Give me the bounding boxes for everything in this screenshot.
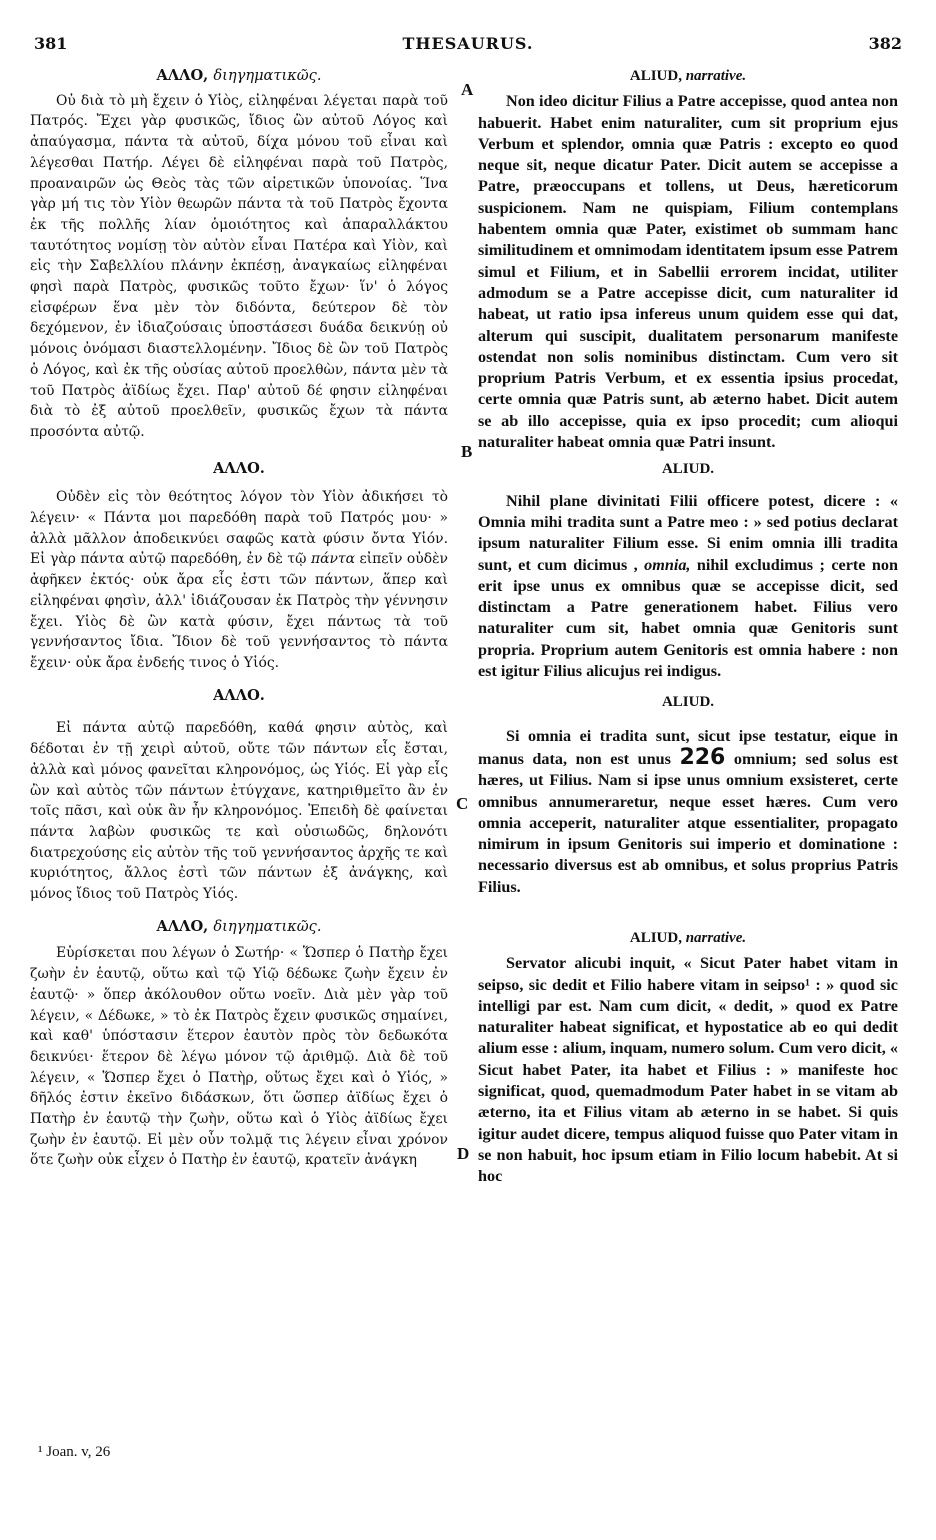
greek-heading: ΑΛΛΟ, xyxy=(156,917,209,935)
latin-paragraph: Servator alicubi inquit, « Sicut Pater habet vitam in seipso, sic dedit et Filio habere vitam in seipso¹ : » quod sic intelligi par est. Nam cum dicit, « dedit, » quod ex Patre naturaliter habeat significat, et hypostatice ab eo qui dedit alium esse : alium, inquam, numero solum. Cum vero dicit, « Sicut habet Pater, ita habet et Filius : » manifeste hoc significat, quod, quemadmodum Pater habet in se vitam ab æterno, ita et Filius vitam ab æterno in se habet. Si quis igitur audet dicere, tempus aliquod fuisse quo Pater vitam in se non habuit, hoc ipsum etiam in Filio locum habebit. At si hoc xyxy=(478,954,898,1186)
margin-marker-a: A xyxy=(461,80,474,99)
greek-text: εἰπεῖν οὐδὲν ἀφῆκεν ἐκτός· οὐκ ἄρα εἷς ἐστι τῶν πάντων, ἅπερ καὶ εἰληφέναι φησὶν, ἀλλ' ἰδιάζουσαν ἐκ Πατρὸς τὴν γέννησιν ἔχει. Υἱὸς δὲ ὢν κατὰ φύσιν, ἔχει πάντως τὰ τοῦ γεννήσαντος ἴδια. Ἴδιον δὲ τοῦ γεννήσαντος τὸ πάντα ἔχειν· οὐκ ἄρα ἐνδεής τινος ὁ Υἱός. xyxy=(30,551,448,671)
greek-heading: ΑΛΛΟ. xyxy=(213,686,265,704)
latin-paragraph: Non ideo dicitur Filius a Patre accepisse, quod antea non habuerit. Habet enim naturaliter, cum sit proprium ejus Verbum et splendor, omnia quæ Patris : excepto eo quod neque sit, neque dicatur Pater. Dicit autem se accepisse a Patre, præoccupans et tollens, ut Deus, hæreticorum suspicionem. Nam ne quispiam, Filium contemplans habentem omnia quæ Pater, existimet ob summam hanc similitudinem et omnimodam identitatem ipsum esse Patrem simul et Filium, et in Sabellii errorem incidat, utiliter admodum se a Patre accepisse dicit, cum naturaliter id habeat, ut ratio ipsa infereus unum quidem esse qui dat, alterum qui suscipit, dualitatem personarum manifeste ostendat non solis nominibus distinctam. Cum vero sit proprium Patris Verbum, et ex essentia ipsius procedat, certe omnia quæ Patris sunt, ab æterno habet. Dicit autem se ab illo accepisse, quia ex ipso procedit; cum alioqui naturaliter habeat omnia quæ Patri insunt. xyxy=(478,92,898,452)
column-page-number: 226 xyxy=(679,744,726,770)
greek-paragraph xyxy=(30,487,448,673)
greek-section-title xyxy=(30,66,448,87)
latin-column xyxy=(478,66,898,1188)
margin-marker-c: C xyxy=(456,794,469,813)
greek-section-title xyxy=(30,917,448,938)
latin-heading-sub: narrative. xyxy=(685,68,747,84)
greek-paragraph: Οὐ διὰ τὸ μὴ ἔχειν ὁ Υἱὸς, εἰληφέναι λέγεται παρὰ τοῦ Πατρός. Ἔχει γὰρ φυσικῶς, ἴδιος ὢν αὐτοῦ Λόγος καὶ ἀπαύγασμα, πάντα τὰ αὐτοῦ, δίχα μόνου τοῦ εἶναι καὶ λέγεσθαι Πατήρ. Λέγει δὲ εἰληφέναι παρὰ τοῦ Πατρὸς, προαναιρῶν ὡς Θεὸς τὰς τῶν αἱρετικῶν ὑπονοίας. Ἵνα γὰρ μή τις τὸν Υἱὸν θεωρῶν πάντα τὰ τοῦ Πατρὸς ἔχοντα ἐκ τῆς πολλῆς λίαν ὁμοιότητος καὶ ἀπαραλλάκτου ταυτότητος νομίσῃ τὸν αὐτὸν εἶναι Πατέρα καὶ Υἱὸν, καὶ εἰς τὴν Σαβελλίου πλάνην ἐκπέσῃ, ἀναγκαίως εἰληφέναι φησὶ παρὰ Πατρὸς, φυσικῶς τοῦτο ἔχων· ἵν' ὁ λόγος εἰσφέρων ἕνα μὲν τὸν διδόντα, δεύτερον δὲ τὸν δεχόμενον, ἐν ἰδιαζούσαις ὑποστάσεσι δυάδα δεικνύῃ οὐ μόνοις ὀνόμασι διαστελλομένην. Ἴδιος δὲ ὢν τοῦ Πατρὸς ὁ Λόγος, καὶ ἐκ τῆς οὐσίας αὐτοῦ προελθὼν, πάντα μὲν τὰ τοῦ Πατρὸς ἀϊδίως ἔχει. Παρ' αὐτοῦ δέ φησιν εἰληφέναι διὰ τὸ ἐξ αὐτοῦ προελθεῖν, φυσικῶς ἔχων τὰ πάντα προσόντα αὐτῷ. xyxy=(30,92,448,440)
latin-heading-sub: narrative. xyxy=(685,929,747,946)
margin-marker-d: D xyxy=(457,1144,470,1163)
latin-heading: ALIUD, xyxy=(629,929,682,946)
running-title: THESAURUS. xyxy=(402,34,534,53)
latin-heading: ALIUD. xyxy=(661,694,715,711)
greek-heading-sub: διηγηματικῶς. xyxy=(213,917,322,935)
greek-paragraph: Εἰ πάντα αὐτῷ παρεδόθη, καθά φησιν αὐτὸς, καὶ δέδοται ἐν τῇ χειρὶ αὐτοῦ, οὔτε τῶν πάντων εἷς ἔσται, ἀλλὰ καὶ μόνος φανεῖται κληρονόμος, ὡς Υἱός. Εἰ γὰρ εἷς ὢν καὶ αὐτὸς τῶν πάντων ἐτύγχανε, κατηριθμεῖτο ἂν ἐν τοῖς πᾶσι, καὶ οὐκ ἂν ἦν κληρονόμος. Ἐπειδὴ δὲ φαίνεται πάντα λαβὼν φυσικῶς τε καὶ οὐσιωδῶς, δηλονότι διατρεχούσης εἰς αὐτὸν τῆς τοῦ γεννήσαντος ἀρχῆς τε καὶ κυριότητος, ἄλλος ἐστὶ τῶν πάντων ἐξ ἀνάγκης, καὶ μόνος ἴδιος τοῦ Πατρὸς Υἱός. xyxy=(30,720,448,903)
latin-text: nihil excludimus ; certe non erit ipse unus ex omnibus quæ se accepisse dicit, sed distinctam a Patre generationem habet. Filius vero naturaliter cum sit, habet omnia quæ Genitoris sunt propria. Proprium autem Genitoris est omnia habere : non est igitur Filius alicujus rei indigus. xyxy=(478,555,899,681)
latin-text: omnium; sed solus est hæres, ut Filius. Nam si ipse unus omnium exsisteret, certe omnibus annumeraretur, neque esset hæres. Cum vero omnia acceperit, naturaliter atque essentialiter, propagato nimirum in ipsum Genitoris sui imperio et dominatione : necessario diversus est ab omnibus, et solus proprius Patris Filius. xyxy=(478,749,899,896)
latin-section-title xyxy=(478,928,898,949)
latin-heading: ALIUD. xyxy=(661,461,715,478)
latin-section-title xyxy=(478,459,898,480)
latin-paragraph xyxy=(478,726,898,898)
right-column-number: 382 xyxy=(868,34,902,53)
latin-paragraph xyxy=(478,491,898,683)
greek-paragraph: Εὑρίσκεται που λέγων ὁ Σωτήρ· « Ὥσπερ ὁ Πατὴρ ἔχει ζωὴν ἐν ἑαυτῷ, οὕτω καὶ τῷ Υἱῷ δέδωκε ζωὴν ἔχειν ἐν ἑαυτῷ· » ὅπερ ἀκόλουθον οὕτω νοεῖν. Διὰ μὲν γὰρ τοῦ λέγειν, « Δέδωκε, » τὸ ἐκ Πατρὸς ἔχειν φυσικῶς σημαίνει, καὶ καθ' ὑπόστασιν ἕτερον ἑαυτὸν πρὸς τὸν δεδωκότα δεικνύει· ἕτερον δὲ λέγω μόνον τῷ ἀριθμῷ. Διὰ δὲ τοῦ λέγειν, « Ὥσπερ ἔχει ὁ Πατὴρ, οὕτως ἔχει καὶ ὁ Υἱός, » δῆλός ἐστιν ἐκεῖνο διδάσκων, ὅτι ὥσπερ ἀϊδίως ἔχει ὁ Πατὴρ ἐν ἑαυτῷ τὴν ζωὴν, οὕτω καὶ ὁ Υἱὸς ἀϊδίως ἔχει ζωὴν ἐν ἑαυτῷ. Εἰ μὲν οὖν τολμᾷ τις λέγειν εἶναι χρόνον ὅτε ζωὴν οὐκ εἶχεν ὁ Πατὴρ ἐν ἑαυτῷ, κρατεῖν ἀνάγκη xyxy=(30,945,448,1169)
greek-heading: ΑΛΛΟ, xyxy=(156,67,209,84)
greek-heading-sub: διηγηματικῶς. xyxy=(213,67,322,84)
greek-italic-word: πάντα xyxy=(310,551,355,568)
footnote: ¹ Joan. v, 26 xyxy=(38,1444,111,1460)
latin-heading: ALIUD, xyxy=(629,68,682,84)
greek-text: Οὐδὲν εἰς τὸν θεότητος λόγον τὸν Υἱὸν ἀδικήσει τὸ λέγειν· « Πάντα μοι παρεδόθη παρὰ τοῦ Πατρός μου· » ἀλλὰ μᾶλλον ἀποδεικνύει σαφῶς κατὰ φύσιν ὄντα Υἱόν. Εἰ γὰρ πάντα αὐτῷ παρεδόθη, ἐν δὲ τῷ xyxy=(30,489,448,568)
latin-text: Nihil plane divinitati Filii officere potest, dicere : « Omnia mihi tradita sunt a Patre meo : » sed potius declarat ipsum naturaliter Filium esse. Si enim omnia illi tradita sunt, et cum dicimus , xyxy=(478,491,898,574)
margin-marker-b: B xyxy=(461,442,473,461)
greek-column xyxy=(30,66,448,1171)
greek-section-title xyxy=(30,459,448,480)
latin-section-title xyxy=(478,66,898,87)
latin-italic-word: omnia, xyxy=(644,555,691,574)
latin-section-title xyxy=(478,692,898,713)
greek-heading: ΑΛΛΟ. xyxy=(213,459,265,477)
greek-section-title xyxy=(30,686,448,707)
latin-text: Si omnia ei tradita sunt, sicut ipse testatur, eique in manus data, non est unus xyxy=(478,726,898,768)
left-column-number: 381 xyxy=(34,34,68,53)
